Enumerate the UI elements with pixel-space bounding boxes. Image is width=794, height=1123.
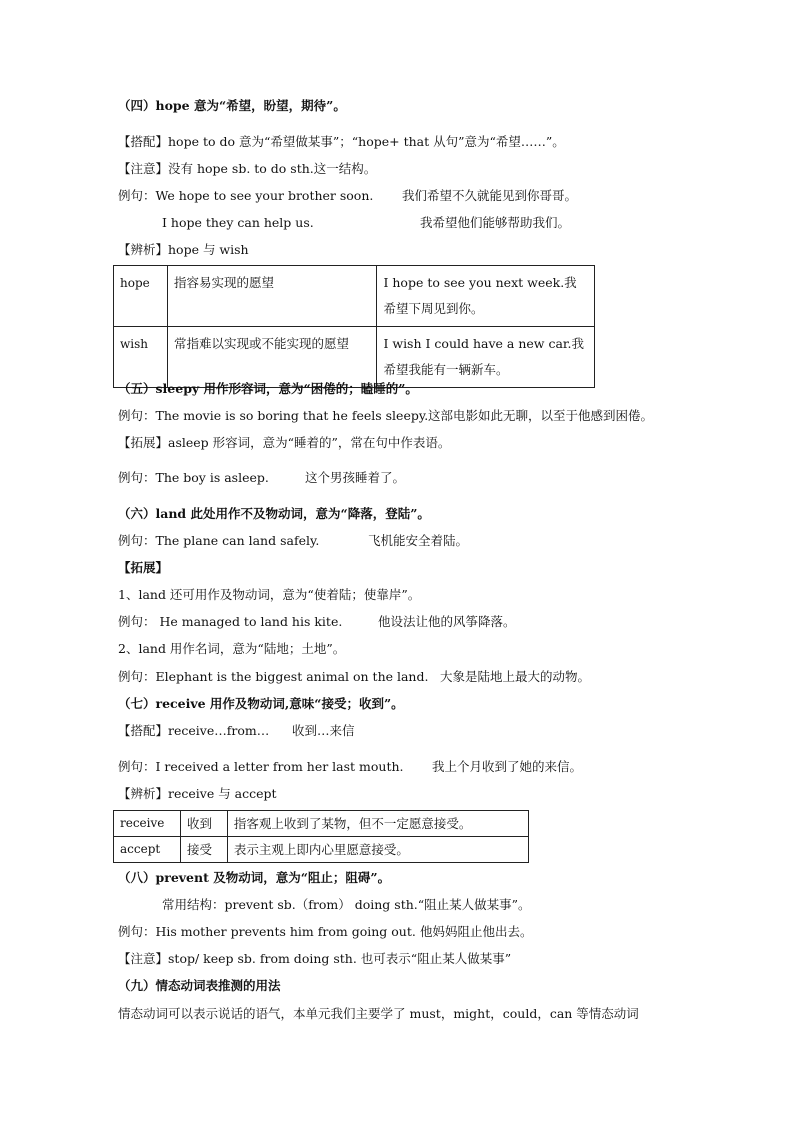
example-zh: 我上个月收到了她的来信。	[432, 759, 583, 774]
collocation-note: 【搭配】hope to do 意为“希望做某事”；“hope+ that 从句”意为“希望……”。	[118, 134, 565, 149]
attention-note: 【注意】没有 hope sb. to do sth.这一结构。	[118, 161, 377, 176]
table-cell-meaning: 指容易实现的愿望	[167, 266, 376, 327]
table-cell-short: 收到	[180, 811, 227, 837]
point-2: 2、land 用作名词，意为“陆地；土地”。	[118, 641, 346, 656]
section-8-heading: （八）prevent 及物动词，意为“阻止；阻碍”。	[118, 870, 391, 885]
example-zh: 大象是陆地上最大的动物。	[440, 669, 591, 684]
section-6-heading: （六）land 此处用作不及物动词，意为“降落，登陆”。	[118, 506, 430, 521]
example-en: 例句： He managed to land his kite.	[118, 614, 343, 629]
example-en: 例句：We hope to see your brother soon.	[118, 188, 374, 203]
distinction-label: 【辨析】receive 与 accept	[118, 786, 277, 801]
section-4-heading: （四）hope 意为“希望，盼望，期待”。	[118, 98, 346, 113]
example-zh: 飞机能安全着陆。	[368, 533, 469, 548]
example-zh: 我们希望不久就能见到你哥哥。	[402, 188, 578, 203]
table-row	[114, 837, 529, 863]
section-7-heading: （七）receive 用作及物动词,意味“接受；收到”。	[118, 696, 404, 711]
example-zh: 他设法让他的风筝降落。	[378, 614, 516, 629]
collocation-note: 【搭配】receive…from…	[118, 723, 270, 738]
table-row	[114, 811, 529, 837]
hope-wish-table	[113, 265, 595, 388]
section-9-text: 情态动词可以表示说话的语气，本单元我们主要学了 must，might，could，can 等情态动词	[118, 1006, 639, 1021]
table-cell-meaning: 表示主观上即内心里愿意接受。	[227, 837, 528, 863]
example-en: 例句：The boy is asleep.	[118, 470, 269, 485]
section-5-heading: （五）sleepy 用作形容词，意为“困倦的；瞌睡的”。	[118, 381, 418, 396]
example-en: 例句：The movie is so boring that he feels sleepy.	[118, 408, 429, 423]
example-zh: 我希望他们能够帮助我们。	[420, 215, 571, 230]
table-cell-meaning: 指客观上收到了某物，但不一定愿意接受。	[227, 811, 528, 837]
extension-label: 【拓展】	[118, 560, 169, 575]
structure-note: 常用结构：prevent sb.（from） doing sth.“阻止某人做某事”。	[162, 897, 531, 912]
table-row	[114, 327, 595, 388]
example-zh: 他妈妈阻止他出去。	[420, 924, 533, 939]
table-cell-word: hope	[114, 266, 168, 327]
table-cell-example: I hope to see you next week.我希望下周见到你。	[377, 266, 595, 327]
example-en: 例句：The plane can land safely.	[118, 533, 320, 548]
table-cell-word: accept	[114, 837, 181, 863]
table-cell-example: I wish I could have a new car.我希望我能有一辆新车。	[377, 327, 595, 388]
section-9-heading: （九）情态动词表推测的用法	[118, 978, 281, 993]
attention-note: 【注意】stop/ keep sb. from doing sth. 也可表示“阻止某人做某事”	[118, 951, 512, 966]
distinction-label: 【辨析】hope 与 wish	[118, 242, 249, 257]
extension-note: 【拓展】asleep 形容词，意为“睡着的”，常在句中作表语。	[118, 435, 451, 450]
table-cell-meaning: 常指难以实现或不能实现的愿望	[167, 327, 376, 388]
example-zh: 这个男孩睡着了。	[305, 470, 406, 485]
point-1: 1、land 还可用作及物动词，意为“使着陆；使靠岸”。	[118, 587, 421, 602]
collocation-zh: 收到…来信	[292, 723, 355, 738]
table-cell-word: wish	[114, 327, 168, 388]
example-en: 例句：His mother prevents him from going out.	[118, 924, 416, 939]
receive-accept-table	[113, 810, 529, 863]
table-row	[114, 266, 595, 327]
example-en: 例句：Elephant is the biggest animal on the land.	[118, 669, 429, 684]
example-zh: 这部电影如此无聊，以至于他感到困倦。	[428, 408, 654, 423]
example-en: 例句：I received a letter from her last mouth.	[118, 759, 404, 774]
table-cell-word: receive	[114, 811, 181, 837]
table-cell-short: 接受	[180, 837, 227, 863]
example-en: I hope they can help us.	[162, 215, 314, 230]
